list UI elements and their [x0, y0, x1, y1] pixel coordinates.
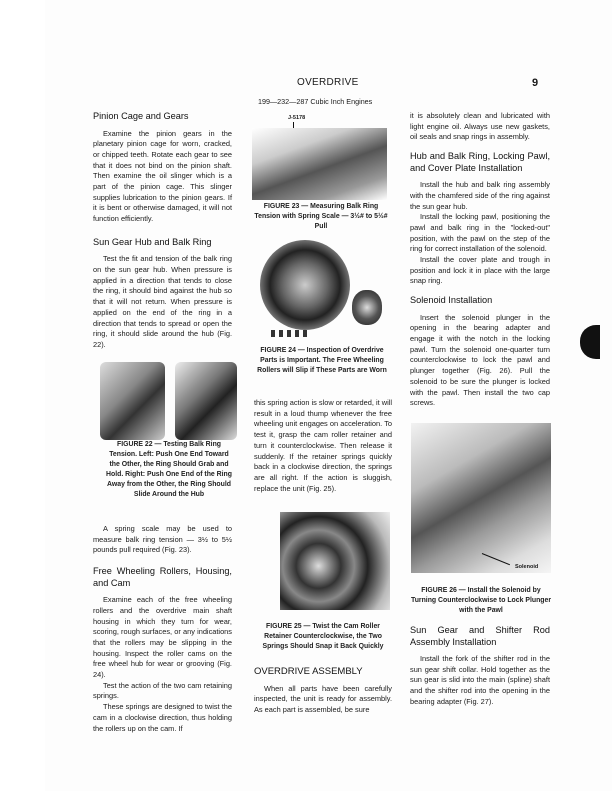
- figure-22-caption: FIGURE 22 — Testing Balk Ring Tension. Left: Push One End Toward the Other, the Ring Should Grab and Hold. Right: Push One End of the Ring Away from the Other, the Ring Should Slide Around the Hub: [106, 441, 232, 498]
- paragraph: Test the action of the two cam retaining springs.: [93, 680, 232, 701]
- paragraph: Install the fork of the shifter rod in the sun gear shift collar. Hold together as the sun gear is slid into the main (spline) shaft and the shifter rod into the opening in the bearing adapter (Fig. 27).: [410, 654, 550, 706]
- paragraph: Install the locking pawl, positioning the pawl and balk ring in the "locked-out" position, with the pawl on the step of the ring for correct installation of the solenoid.: [410, 212, 550, 254]
- page-number: 9: [532, 77, 539, 89]
- paragraph: Install the hub and balk ring assembly with the chamfered side of the ring against the sun gear hub.: [410, 180, 550, 211]
- paragraph: Examine each of the free wheeling rollers and the overdrive main shaft housing in which they turn for wear, scoring, rough surfaces, or any indications that the rollers may be slipping in the housing. Inspect the roller cams on the free wheel hub for wear or grooving (Fig. 24).: [93, 595, 232, 680]
- column-2-assembly: [254, 666, 392, 716]
- column-1-lower: [93, 524, 232, 734]
- figure-25-caption: FIGURE 25 — Twist the Cam Roller Retainer Counterclockwise, the Two Springs Should Snap it Back Quickly: [262, 623, 384, 650]
- section-title-solenoid: Solenoid Installation: [410, 295, 493, 306]
- paragraph: When all parts have been carefully inspected, the unit is ready for assembly. As each part is assembled, be sure: [254, 683, 392, 714]
- column-3: [410, 111, 550, 409]
- paragraph: A spring scale may be used to measure balk ring tension — 3½ to 5½ pounds pull required (Fig. 23).: [93, 524, 232, 555]
- section-title-free-wheeling: Free Wheeling Rollers, Housing, and Cam: [93, 566, 232, 588]
- running-head: OVERDRIVE: [297, 77, 359, 88]
- figure-24-caption: FIGURE 24 — Inspection of Overdrive Parts is Important. The Free Wheeling Rollers will Slip if These Parts are Worn: [257, 347, 387, 374]
- column-1: [93, 111, 232, 351]
- figure-22-right-photo: [175, 362, 237, 440]
- paragraph: it is absolutely clean and lubricated with light engine oil. Always use new gaskets, oil seals and snap rings in assembly.: [410, 111, 550, 142]
- figure-26-caption: FIGURE 26 — Install the Solenoid by Turning Counterclockwise to Lock Plunger with the Pawl: [411, 587, 551, 614]
- figure-23-tool-label: J-5178: [288, 115, 306, 121]
- engine-subhead: 199—232—287 Cubic Inch Engines: [258, 97, 373, 106]
- figure-26-photo: [411, 423, 551, 573]
- paragraph: Examine the pinion gears in the planetary pinion cage for worn, cracked, or chipped teeth. Rotate each gear to see that it does not bind on the pinion shaft. Then examine the oil slinger which is a part of the pinion cage. This slinger supplies lubrication to the pinion gears. If it is bent or otherwise damaged, it will not function efficiently.: [93, 128, 232, 224]
- figure-24-gear-photo: [260, 240, 350, 330]
- section-title-overdrive-assembly: OVERDRIVE ASSEMBLY: [254, 666, 363, 677]
- figure-24-roller-cage-photo: [352, 290, 382, 325]
- section-title-hub-balk-ring: Hub and Balk Ring, Locking Pawl, and Cover Plate Installation: [410, 151, 550, 173]
- figure-24-rollers: [271, 330, 307, 337]
- column-2-text: [254, 398, 392, 494]
- section-title-pinion-cage: Pinion Cage and Gears: [93, 111, 189, 121]
- figure-22-left-photo: [100, 362, 165, 440]
- figure-23-caption: FIGURE 23 — Measuring Balk Ring Tension with Spring Scale — 3½# to 5½# Pull: [254, 203, 388, 230]
- figure-26-solenoid-label: Solenoid: [515, 564, 539, 570]
- section-title-sun-gear-shifter-rod: Sun Gear and Shifter Rod Assembly Installation: [410, 625, 550, 647]
- paragraph: Install the cover plate and trough in position and lock it in place with the large snap ring.: [410, 255, 550, 286]
- figure-23-photo: [252, 128, 387, 200]
- section-title-sun-gear-hub: Sun Gear Hub and Balk Ring: [93, 236, 212, 247]
- paragraph: Insert the solenoid plunger in the opening in the bearing adapter and engage it with the notch in the locking pawl. Turn the solenoid one-quarter turn counterclockwise to lock the pawl and plunger together (Fig. 26). Pull the solenoid to be sure the plunger is locked with the pawl. Then install the two cap screws.: [410, 312, 550, 408]
- column-3-lower: [410, 625, 550, 708]
- paragraph: These springs are designed to twist the cam in a clockwise direction, thus holding the rollers up on the cam. If: [93, 702, 232, 733]
- paragraph: this spring action is slow or retarded, it will result in a loud thump whenever the free wheeling unit engages on acceleration. To test it, grasp the cam roller retainer and turn it counterclockwise. Then release it suddenly. If the retainer springs quickly back in a clockwise direction, the springs are all right. If the action is sluggish, replace the unit (Fig. 25).: [254, 398, 393, 493]
- figure-25-photo: [280, 512, 390, 610]
- paragraph: Test the fit and tension of the balk ring on the sun gear hub. When pressure is applied in a direction that tends to close the ring, it should bind against the hub so that it will not return. When pressure is applied on the end of the ring in a direction that tends to spread or open the ring, it should slide around the hub (Fig. 22).: [93, 254, 232, 349]
